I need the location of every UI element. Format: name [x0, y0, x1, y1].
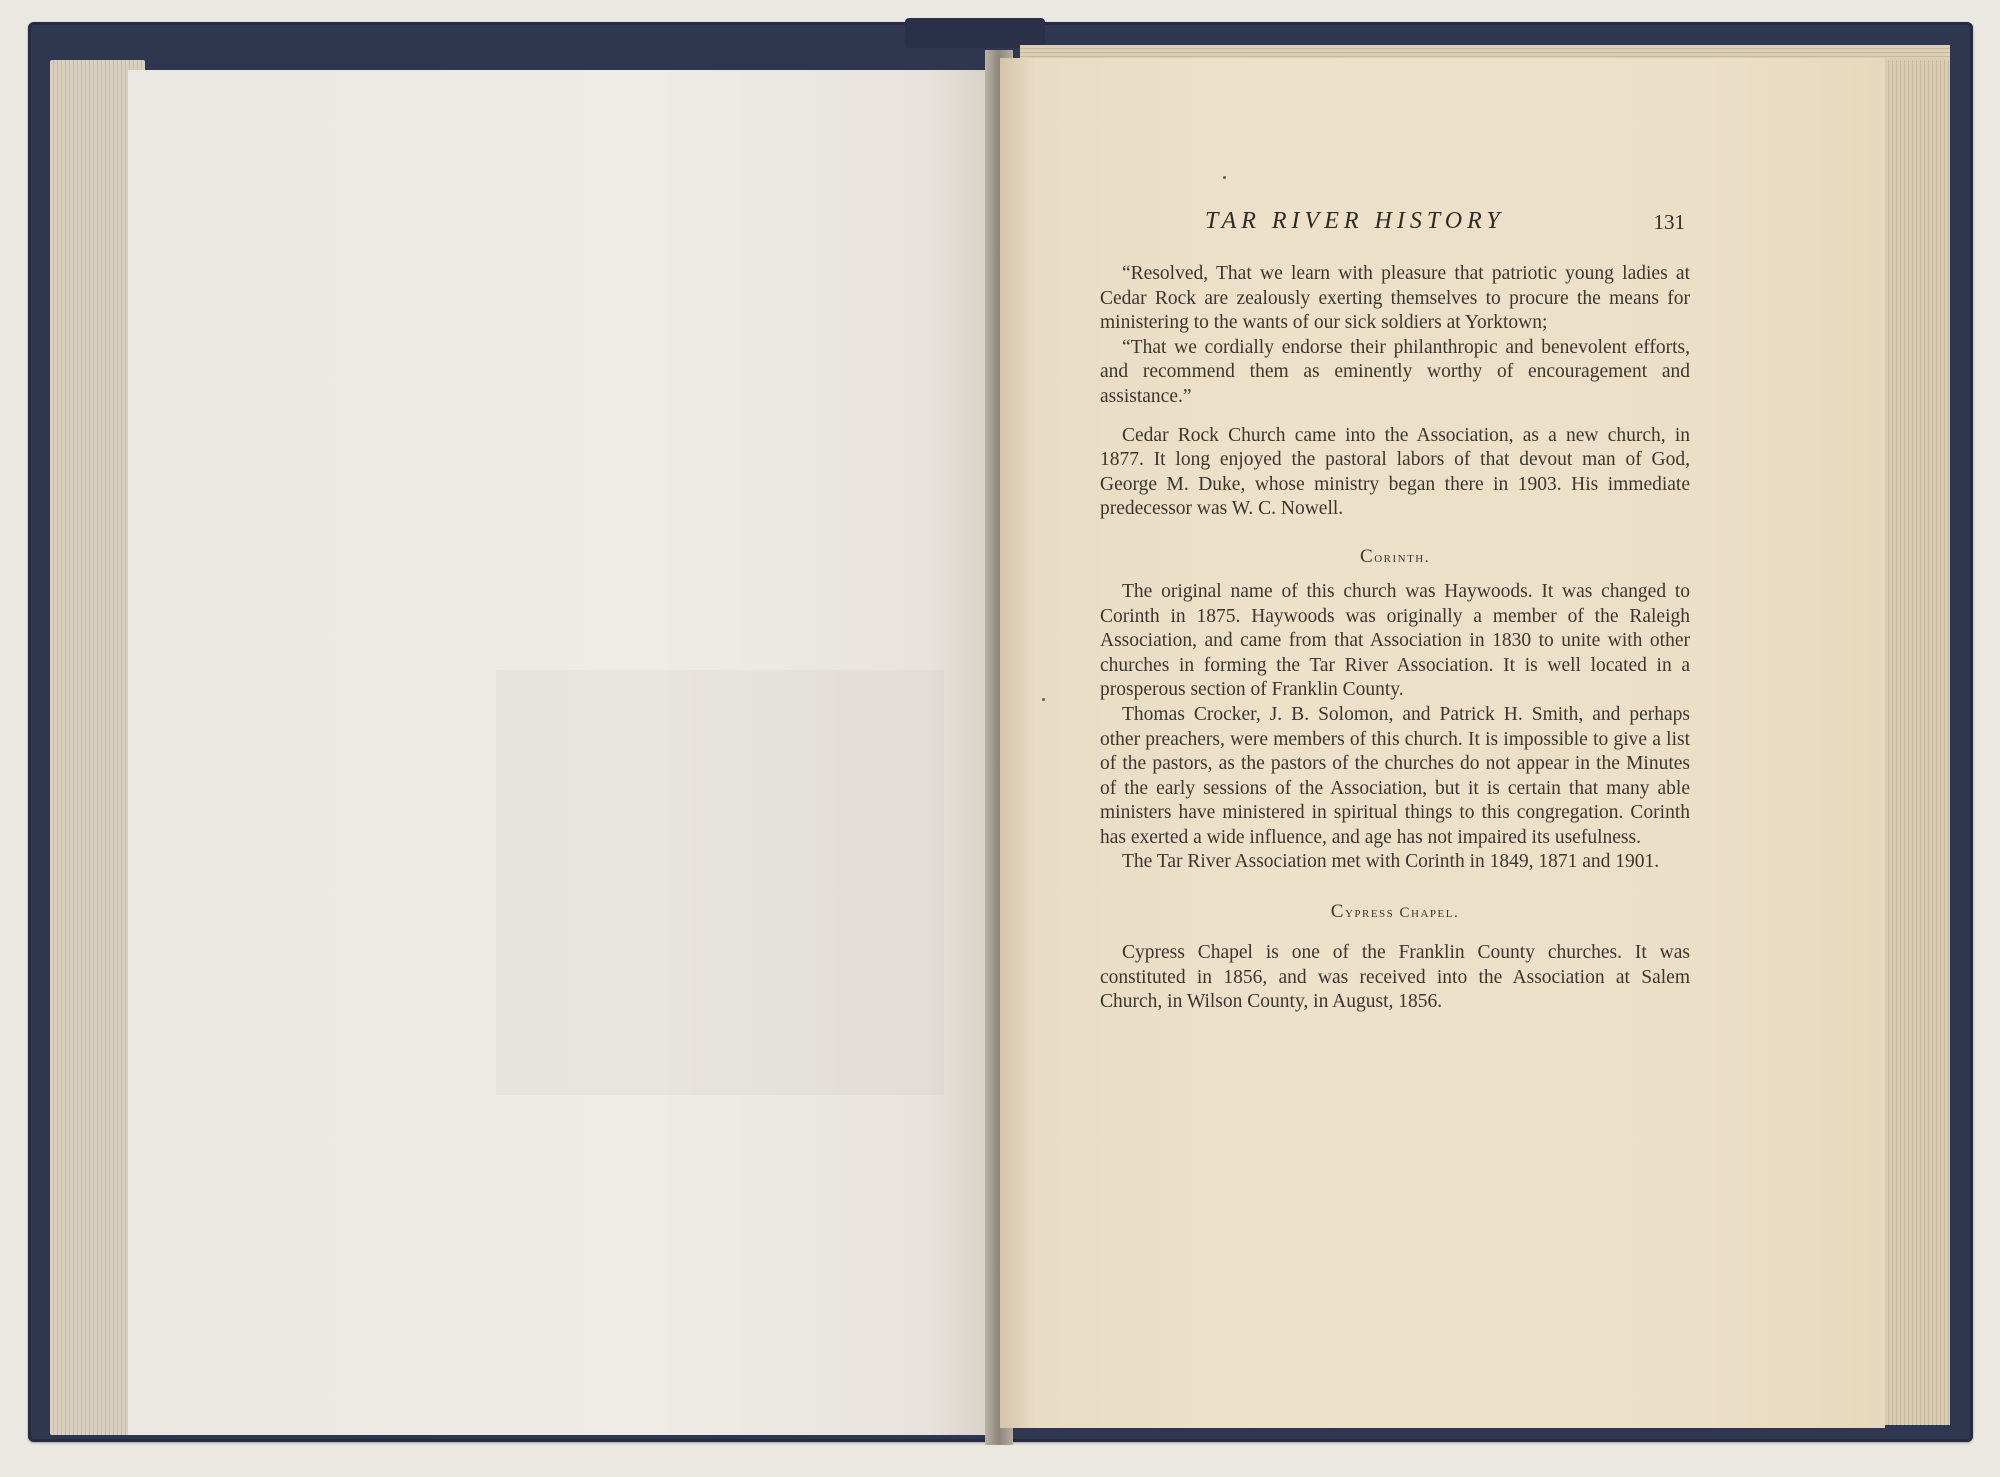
paragraph: Thomas Crocker, J. B. Solomon, and Patrick H. Smith, and perhaps other preachers, were members of this church. It is impossible to give a list of the pastors, as the pastors of the churches do not appear in the Minutes of the early sessions of the Association, but it is certain that many able ministers have ministered in spiritual things to this congregation. Corinth has exerted a wide influence, and age has not impaired its usefulness. — [1100, 703, 1690, 848]
paper-speck — [1042, 698, 1045, 701]
running-title: TAR RIVER HISTORY — [1205, 208, 1505, 234]
paragraph: The Tar River Association met with Corinth in 1849, 1871 and 1901. — [1122, 851, 1660, 873]
paragraph: Cedar Rock Church came into the Association, as a new church, in 1877. It long enjoyed the pastoral labors of that devout man of God, George M. Duke, whose ministry began there in 1903. His immediate predecessor was W. C. Nowell. — [1100, 424, 1690, 520]
section-heading-cypress-chapel: Cypress Chapel. — [1330, 901, 1460, 923]
paper-speck — [1223, 176, 1226, 179]
paragraph: “Resolved, That we learn with pleasure that patriotic young ladies at Cedar Rock are zealously exerting themselves to procure the means for ministering to the wants of our sick soldiers at Yorktown; — [1100, 263, 1690, 334]
paragraph: “That we cordially endorse their philanthropic and benevolent efforts, and recommend them as eminently worthy of encouragement and assistance.” — [1100, 336, 1690, 407]
page-number: 131 — [1653, 210, 1685, 234]
page-body — [1100, 262, 1690, 1015]
book-spine — [905, 18, 1045, 48]
section-heading-corinth: Corinth. — [1360, 545, 1430, 567]
running-head — [1205, 208, 1685, 238]
left-page-blank — [128, 70, 995, 1435]
show-through-ghost — [496, 670, 944, 1095]
paragraph: Cypress Chapel is one of the Franklin County churches. It was constituted in 1856, and was received into the Association at Salem Church, in Wilson County, in August, 1856. — [1100, 942, 1690, 1013]
paragraph: The original name of this church was Haywoods. It was changed to Corinth in 1875. Haywoods was originally a member of the Raleigh Association, and came from that Association in 1830 to unite with other churches in forming the Tar River Association. It is well located in a prosperous section of Franklin County. — [1100, 580, 1690, 701]
